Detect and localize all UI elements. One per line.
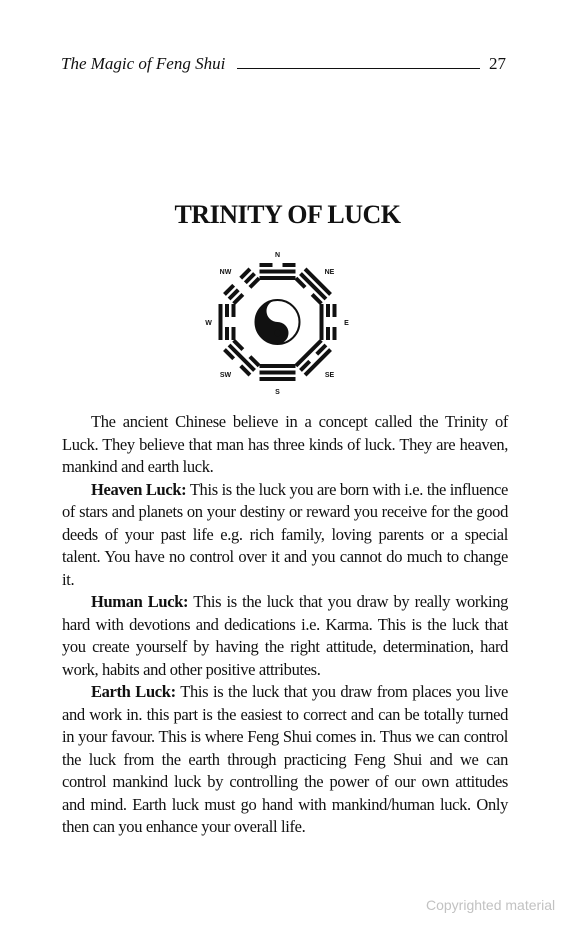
header-rule (237, 68, 480, 69)
human-luck-text: This is the luck that you draw by really working hard with devotions and dedications i.e. Karma. This is the luck that you create yourself by having the right attitude, determination, hard work, habits and other positive attributes. (62, 592, 508, 679)
yin-yang-icon (256, 300, 300, 344)
heaven-luck-term: Heaven Luck: (91, 479, 187, 499)
running-header (61, 54, 507, 76)
trigram-sw (223, 339, 260, 376)
direction-label-se: SE (324, 372, 335, 379)
trigram-s (260, 364, 296, 381)
direction-label-ne: NE (324, 269, 335, 276)
direction-label-n: N (274, 252, 281, 259)
bagua-diagram (195, 242, 360, 402)
page-number: 27 (489, 54, 506, 73)
trigram-n (260, 263, 296, 280)
direction-label-e: E (344, 320, 349, 327)
paragraph-earth-luck (62, 681, 508, 839)
book-title: The Magic of Feng Shui (61, 54, 226, 73)
earth-luck-term: Earth Luck: (91, 682, 176, 701)
direction-label-sw: SW (219, 372, 232, 379)
heaven-luck-text: This is the luck you are born with i.e. the influence of stars and planets on your destiny or reward you receive for the good deeds of your past life e.g. rich family, loving parents or a special talent. You have no control over it and you cannot do much to change it. (62, 479, 508, 589)
paragraph-human-luck (62, 591, 508, 681)
paragraph-heaven-luck (62, 479, 508, 592)
earth-luck-text: This is the luck that you draw from places you live and work in. this part is the easiest to correct and can be totally turned in your favour. This is where Feng Shui comes in. Thus we can control the luck from the earth through practicing Feng Shui and we can control mankind luck by controlling the power of our own attitudes and mind. Earth luck must go hand with mankind/human luck. Only then can you enhance your overall life. (62, 682, 508, 836)
copyright-watermark: Copyrighted material (426, 897, 556, 913)
chapter-title: TRINITY OF LUCK (174, 200, 401, 229)
paragraph-intro (62, 411, 508, 479)
body-text (62, 411, 508, 839)
trigram-w (219, 304, 236, 340)
direction-label-nw: NW (219, 269, 232, 276)
human-luck-term: Human Luck: (91, 592, 189, 611)
direction-label-w: W (205, 320, 212, 327)
trigram-se (294, 339, 331, 376)
direction-label-s: S (275, 389, 280, 396)
trigram-e (320, 304, 337, 340)
paragraph-text: The ancient Chinese believe in a concept called the Trinity of Luck. They believe that man has three kinds of luck. They are heaven, mankind and earth luck. (62, 412, 508, 476)
